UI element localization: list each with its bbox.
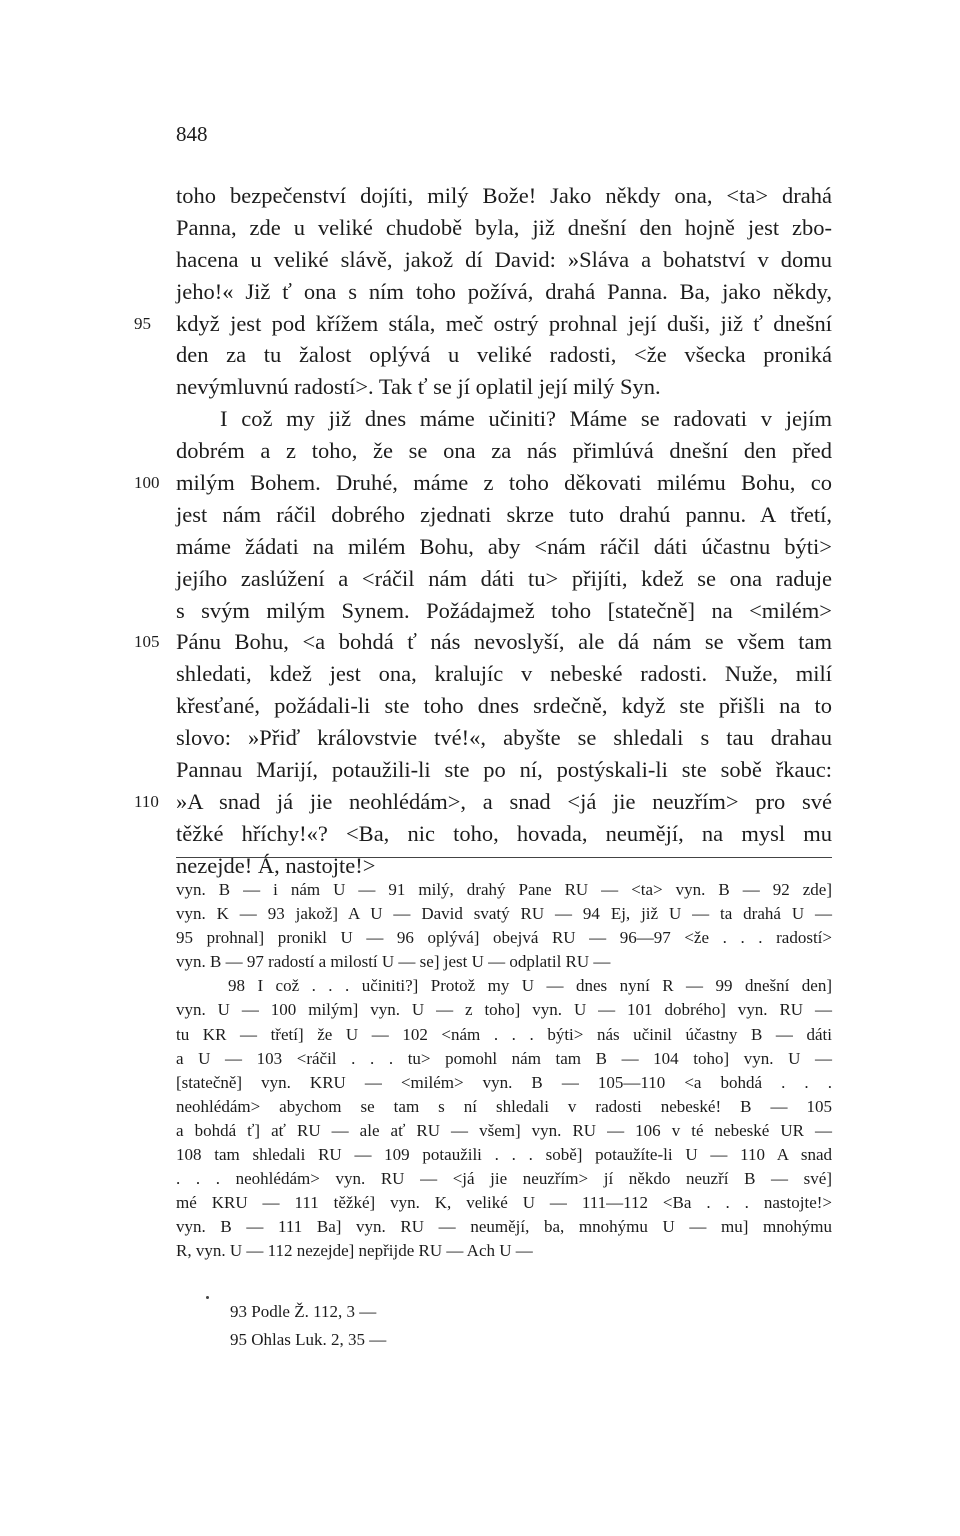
text-line-text: hacena u veliké slávě, jakož dí David: »Sláva a bohatství v domu	[176, 246, 832, 272]
apparatus-line	[176, 950, 832, 974]
text-line-text: dobrém a z toho, že se ona za nás přimlúvá dnešní den před	[176, 438, 832, 464]
text-line-text: jeho!« Již ť ona s ním toho požívá, drahá Panna. Ba, jako někdy,	[176, 278, 832, 304]
apparatus-line-text: vyn. B — i nám U — 91 milý, drahý Pane RU — <ta> vyn. B — 92 zde]	[176, 880, 832, 899]
apparatus-line-text: a bohdá ť] ať RU — ale ať RU — všem] vyn. RU — 106 v té nebeské UR —	[176, 1120, 832, 1140]
text-line	[134, 308, 832, 340]
text-line	[176, 690, 832, 722]
text-line-text: Pannau Marijí, potaužili-li ste po ní, postýskali-li ste sobě řkauc:	[176, 757, 832, 783]
source-line	[230, 1298, 386, 1326]
text-line	[134, 467, 832, 499]
text-line	[176, 818, 832, 850]
text-line	[134, 626, 832, 658]
text-line-text: toho bezpečenství dojíti, milý Bože! Jako někdy ona, <ta> drahá	[176, 183, 832, 208]
apparatus-line	[176, 1215, 832, 1239]
text-line	[176, 531, 832, 563]
text-line-text: jest nám ráčil dobrého zjednati skrze tuto drahú pannu. A třetí,	[176, 501, 832, 527]
text-line	[176, 563, 832, 595]
source-notes	[230, 1298, 386, 1354]
text-line	[176, 212, 832, 244]
text-line-text: Panna, zde u veliké chudobě byla, již dnešní den hojně jest zbo-	[176, 214, 832, 240]
text-line	[176, 722, 832, 754]
line-number: 100	[134, 473, 160, 493]
text-line	[176, 499, 832, 531]
main-text	[134, 180, 832, 882]
apparatus-line	[176, 878, 832, 902]
apparatus-line-text: neohlédám> abychom se tam s ní shledali v radosti nebeské! B — 105	[176, 1096, 832, 1116]
text-line-text: shledati, kdež jest ona, kralujíc v nebeské radosti. Nuže, milí	[176, 661, 832, 687]
line-number: 110	[134, 791, 159, 811]
text-line-text: den za tu žalost oplývá u veliké radosti, <že všecka proniká	[176, 342, 832, 368]
apparatus-line	[176, 1167, 832, 1191]
apparatus-line	[176, 1071, 832, 1095]
text-line-text: Pánu Bohu, <a bohdá ť nás nevoslyší, ale dá nám se všem tam	[176, 629, 832, 655]
text-line	[176, 850, 832, 882]
text-line-text: když jest pod křížem stála, meč ostrý prohnal její duši, již ť dnešní	[176, 310, 832, 336]
apparatus-line	[176, 926, 832, 950]
text-line	[176, 244, 832, 276]
text-line	[134, 786, 832, 818]
apparatus-line-text: tu KR — třetí] že U — 102 <nám . . . býti> nás učinil účastny B — dáti	[176, 1024, 832, 1044]
apparatus-line-text: . . . neohlédám> vyn. RU — <já jie neuzřím> jí někdo neuzří B — své]	[176, 1169, 832, 1189]
text-line	[176, 339, 832, 371]
text-line-text: nevýmluvnú radostí>. Tak ť se jí oplatil její milý Syn.	[176, 374, 661, 400]
text-line	[176, 403, 832, 435]
apparatus-line	[176, 998, 832, 1022]
text-line-text: »A snad já jie neohlédám>, a snad <já jie neuzřím> pro své	[176, 788, 832, 814]
apparatus-line	[176, 1143, 832, 1167]
line-number: 105	[134, 632, 160, 652]
text-line	[176, 754, 832, 786]
apparatus-line-text: vyn. U — 100 milým] vyn. U — z toho] vyn. U — 101 dobrého] vyn. RU —	[176, 1000, 832, 1020]
page-number: 848	[176, 122, 208, 146]
apparatus-line	[176, 1191, 832, 1215]
text-line-text: těžké hříchy!«? <Ba, nic toho, hovada, neumějí, na mysl mu	[176, 820, 832, 846]
text-line-text: I což my již dnes máme učiniti? Máme se radovati v jejím	[220, 406, 832, 432]
text-line	[176, 658, 832, 690]
apparatus-line-text: vyn. B — 111 Ba] vyn. RU — neumějí, ba, mnohýmu U — mu] mnohýmu	[176, 1217, 832, 1237]
text-line	[176, 371, 832, 403]
text-line-text: milým Bohem. Druhé, máme z toho děkovati milému Bohu, co	[176, 470, 832, 496]
apparatus-line-text: a U — 103 <ráčil . . . tu> pomohl nám tam B — 104 toho] vyn. U —	[176, 1048, 832, 1068]
apparatus-line	[176, 1095, 832, 1119]
margin-dot	[206, 1296, 209, 1299]
apparatus-line-text: mé KRU — 111 těžké] vyn. K, veliké U — 111—112 <Ba . . . nastojte!>	[176, 1193, 832, 1213]
apparatus-line	[176, 902, 832, 926]
apparatus-line-text: [statečně] vyn. KRU — <milém> vyn. B — 105—110 <a bohdá . . .	[176, 1072, 832, 1092]
source-line-text: 95 Ohlas Luk. 2, 35 —	[230, 1330, 387, 1349]
apparatus-line	[176, 974, 832, 998]
text-line-text: slovo: »Přiď královstvie tvé!«, abyšte se shledali s tau drahau	[176, 725, 832, 751]
text-line	[176, 276, 832, 308]
critical-apparatus	[176, 878, 832, 1264]
apparatus-line-text: 108 tam shledali RU — 109 potaužili . . . sobě] potaužíte-li U — 110 A snad	[176, 1145, 832, 1165]
text-line	[176, 435, 832, 467]
text-line-text: křesťané, požádali-li ste toho dnes srdečně, když ste přišli na to	[176, 693, 832, 719]
text-line-text: jejího zaslúžení a <ráčil nám dáti tu> přijíti, kdež se ona raduje	[176, 565, 832, 591]
apparatus-line-text: 95 prohnal] pronikl U — 96 oplývá] obejvá RU — 96—97 <že . . . radostí>	[176, 928, 832, 948]
source-line	[230, 1326, 386, 1354]
apparatus-line-text: vyn. B — 97 radostí a milostí U — se] jest U — odplatil RU —	[176, 952, 611, 972]
footnote-separator	[176, 857, 832, 858]
text-line	[176, 595, 832, 627]
apparatus-line-text: 98 I což . . . učiniti?] Protož my U — dnes nyní R — 99 dnešní den]	[228, 976, 832, 996]
source-line-text: 93 Podle Ž. 112, 3 —	[230, 1302, 377, 1321]
apparatus-line	[176, 1023, 832, 1047]
text-line	[176, 180, 832, 212]
apparatus-line	[176, 1119, 832, 1143]
text-line-text: nezejde! Á, nastojte!>	[176, 852, 376, 878]
text-line-text: máme žádati na milém Bohu, aby <nám ráčil dáti účastnu býti>	[176, 533, 832, 559]
apparatus-line-text: R, vyn. U — 112 nezejde] nepřijde RU — Ach U —	[176, 1241, 533, 1261]
text-line-text: s svým milým Synem. Požádajmež toho [statečně] na <milém>	[176, 597, 832, 623]
apparatus-line	[176, 1239, 832, 1263]
apparatus-line-text: vyn. K — 93 jakož] A U — David svatý RU — 94 Ej, již U — ta drahá U —	[176, 904, 832, 924]
apparatus-line	[176, 1047, 832, 1071]
line-number: 95	[134, 313, 151, 333]
